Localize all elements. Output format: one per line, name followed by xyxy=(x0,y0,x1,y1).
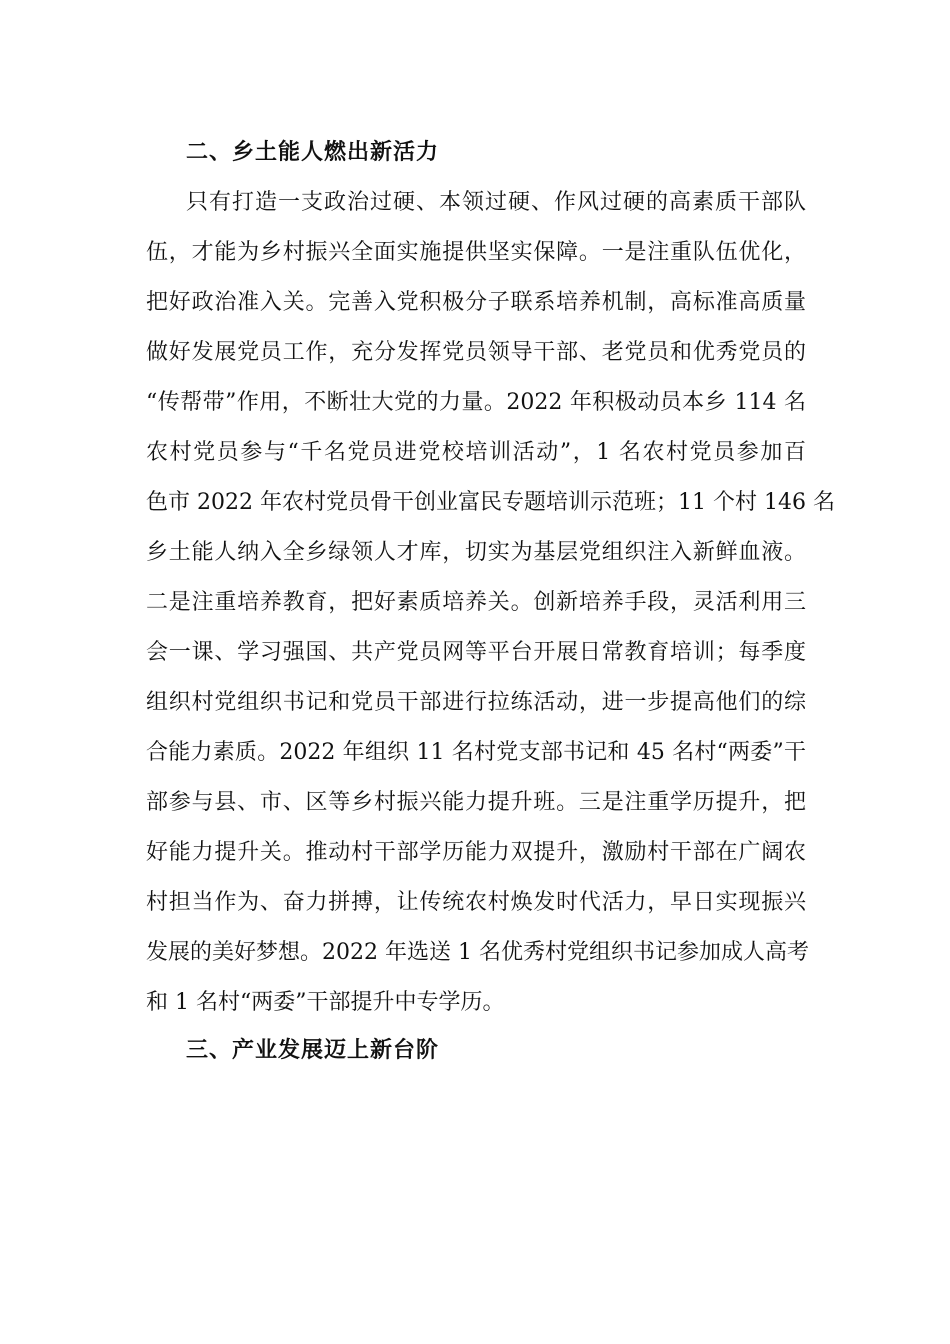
paragraph-line: 村担当作为、奋力拼搏，让传统农村焕发时代活力，早日实现振兴 xyxy=(146,890,806,915)
paragraph-line: 好能力提升关。推动村干部学历能力双提升，激励村干部在广阔农 xyxy=(146,840,806,865)
paragraph-line: 乡土能人纳入全乡绿领人才库，切实为基层党组织注入新鲜血液。 xyxy=(146,540,806,565)
paragraph-line: 只有打造一支政治过硬、本领过硬、作风过硬的高素质干部队 xyxy=(186,190,806,215)
paragraph-line: 把好政治准入关。完善入党积极分子联系培养机制，高标准高质量 xyxy=(146,290,806,315)
paragraph-line: 发展的美好梦想。2022 年选送 1 名优秀村党组织书记参加成人高考 xyxy=(146,940,809,965)
paragraph-line: 色市 2022 年农村党员骨干创业富民专题培训示范班；11 个村 146 名 xyxy=(146,490,835,515)
paragraph-line: 二是注重培养教育，把好素质培养关。创新培养手段，灵活利用三 xyxy=(146,590,806,615)
paragraph-line: 伍，才能为乡村振兴全面实施提供坚实保障。一是注重队伍优化， xyxy=(146,240,806,265)
paragraph-line: 和 1 名村“两委”干部提升中专学历。 xyxy=(146,990,505,1015)
paragraph-line: 会一课、学习强国、共产党员网等平台开展日常教育培训；每季度 xyxy=(146,640,806,665)
paragraph-line: 做好发展党员工作，充分发挥党员领导干部、老党员和优秀党员的 xyxy=(146,340,806,365)
paragraph-line: 合能力素质。2022 年组织 11 名村党支部书记和 45 名村“两委”干 xyxy=(146,740,806,765)
paragraph-line: 农村党员参与“千名党员进党校培训活动”，1 名农村党员参加百 xyxy=(146,440,806,465)
section-heading-3: 三、产业发展迈上新台阶 xyxy=(186,1038,440,1063)
paragraph-line: “传帮带”作用，不断壮大党的力量。2022 年积极动员本乡 114 名 xyxy=(146,390,806,415)
paragraph-line: 组织村党组织书记和党员干部进行拉练活动，进一步提高他们的综 xyxy=(146,690,806,715)
section-heading-2: 二、乡土能人燃出新活力 xyxy=(186,140,440,165)
paragraph-line: 部参与县、市、区等乡村振兴能力提升班。三是注重学历提升，把 xyxy=(146,790,806,815)
